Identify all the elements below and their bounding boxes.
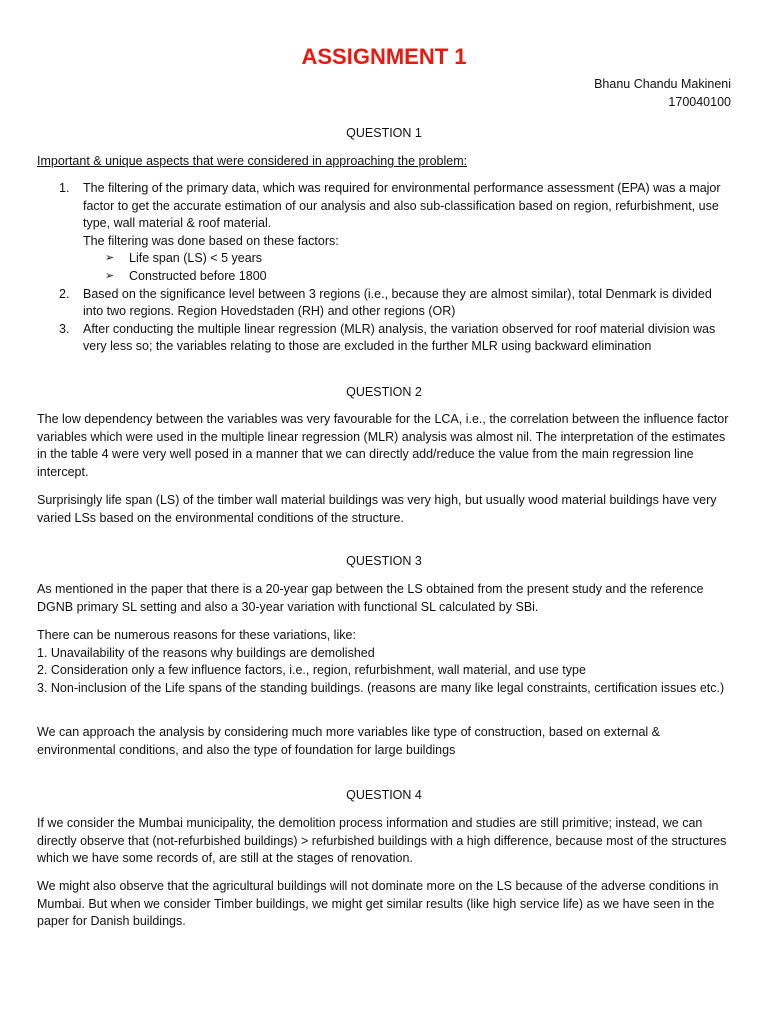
list-item-text: After conducting the multiple linear regression (MLR) analysis, the variation observed for roof material division was very less so; the variables relating to those are excluded in the further MLR using backward elimination (83, 321, 716, 354)
list-item-number: 2. (59, 286, 70, 301)
question-4-paragraph-2: We might also observe that the agricultural buildings will not dominate more on the LS because of the adverse conditions in Mumbai. But when we consider Timber buildings, we might get similar results (like high service life) as we have seen in the paper for Danish buildings. (37, 879, 719, 929)
question-1-heading: QUESTION 1 (346, 126, 422, 140)
sub-list-item (83, 268, 729, 286)
question-2-paragraph-1: The low dependency between the variables was very favourable for the LCA, i.e., the correlation between the influence factor variables which were used in the multiple linear regression (MLR) analysis was almost nil. The interpretation of the estimates in the table 4 were very well posed in a manner that we can directly add/reduce the value from the main regression line intercept. (37, 412, 729, 479)
reason-item: 2. Consideration only a few influence factors, i.e., region, refurbishment, wall material, and use type (37, 663, 586, 678)
question-1-list (37, 180, 729, 356)
author-name: Bhanu Chandu Makineni (594, 77, 731, 91)
list-item-number: 1. (59, 181, 70, 195)
question-3-paragraph-2: We can approach the analysis by considering much more variables like type of construction, based on external & environmental conditions, and also the type of foundation for large buildings (37, 725, 661, 757)
question-3-reasons (37, 627, 729, 697)
author-id: 170040100 (668, 95, 731, 109)
list-item-text: Based on the significance level between 3 regions (i.e., because they are almost similar), total Denmark is divided into two regions. Region Hovedstaden (RH) and other regions (OR) (83, 286, 712, 319)
sub-list-item (83, 250, 729, 268)
author-block (594, 75, 731, 111)
arrow-bullet-icon: ➢ (105, 269, 115, 282)
document-title: ASSIGNMENT 1 (301, 44, 467, 69)
list-item-extra: The filtering was done based on these factors: (83, 233, 339, 248)
question-2-heading: QUESTION 2 (346, 385, 422, 399)
question-4-paragraph-1: If we consider the Mumbai municipality, the demolition process information and studies are still primitive; instead, we can directly observe that (not-refurbished buildings) > refurbished buildings with a high difference, because most of the structures which we have some records of, are still at the stages of renovation. (37, 816, 727, 866)
list-item-number: 3. (59, 321, 70, 336)
sub-list-item-text: Constructed before 1800 (129, 268, 267, 283)
question-2-paragraph-2: Surprisingly life span (LS) of the timber wall material buildings was very high, but usually wood material buildings have very varied LSs based on the environmental conditions of the structure. (37, 493, 717, 525)
question-1-intro: Important & unique aspects that were considered in approaching the problem: (37, 154, 468, 168)
question-4-heading: QUESTION 4 (346, 788, 422, 802)
list-item-text: The filtering of the primary data, which was required for environmental performance assessment (EPA) was a major factor to get the accurate estimation of our analysis and also sub-classification based on region, refurbishment, use type, wall material & roof material. (83, 181, 721, 231)
question-3-paragraph-1: As mentioned in the paper that there is a 20-year gap between the LS obtained from the present study and the reference DGNB primary SL setting and also a 30-year variation with functional SL calculated by SBi. (37, 582, 704, 614)
arrow-bullet-icon: ➢ (105, 252, 115, 265)
list-item (37, 286, 729, 321)
sub-list-item-text: Life span (LS) < 5 years (129, 251, 263, 266)
question-3-heading: QUESTION 3 (346, 554, 422, 568)
list-item (37, 180, 729, 286)
reason-item: 3. Non-inclusion of the Life spans of the standing buildings. (reasons are many like legal constraints, certification issues etc.) (37, 680, 725, 695)
reason-item: 1. Unavailability of the reasons why buildings are demolished (37, 645, 375, 660)
list-item (37, 321, 729, 356)
question-3-reasons-intro: There can be numerous reasons for these variations, like: (37, 628, 356, 642)
